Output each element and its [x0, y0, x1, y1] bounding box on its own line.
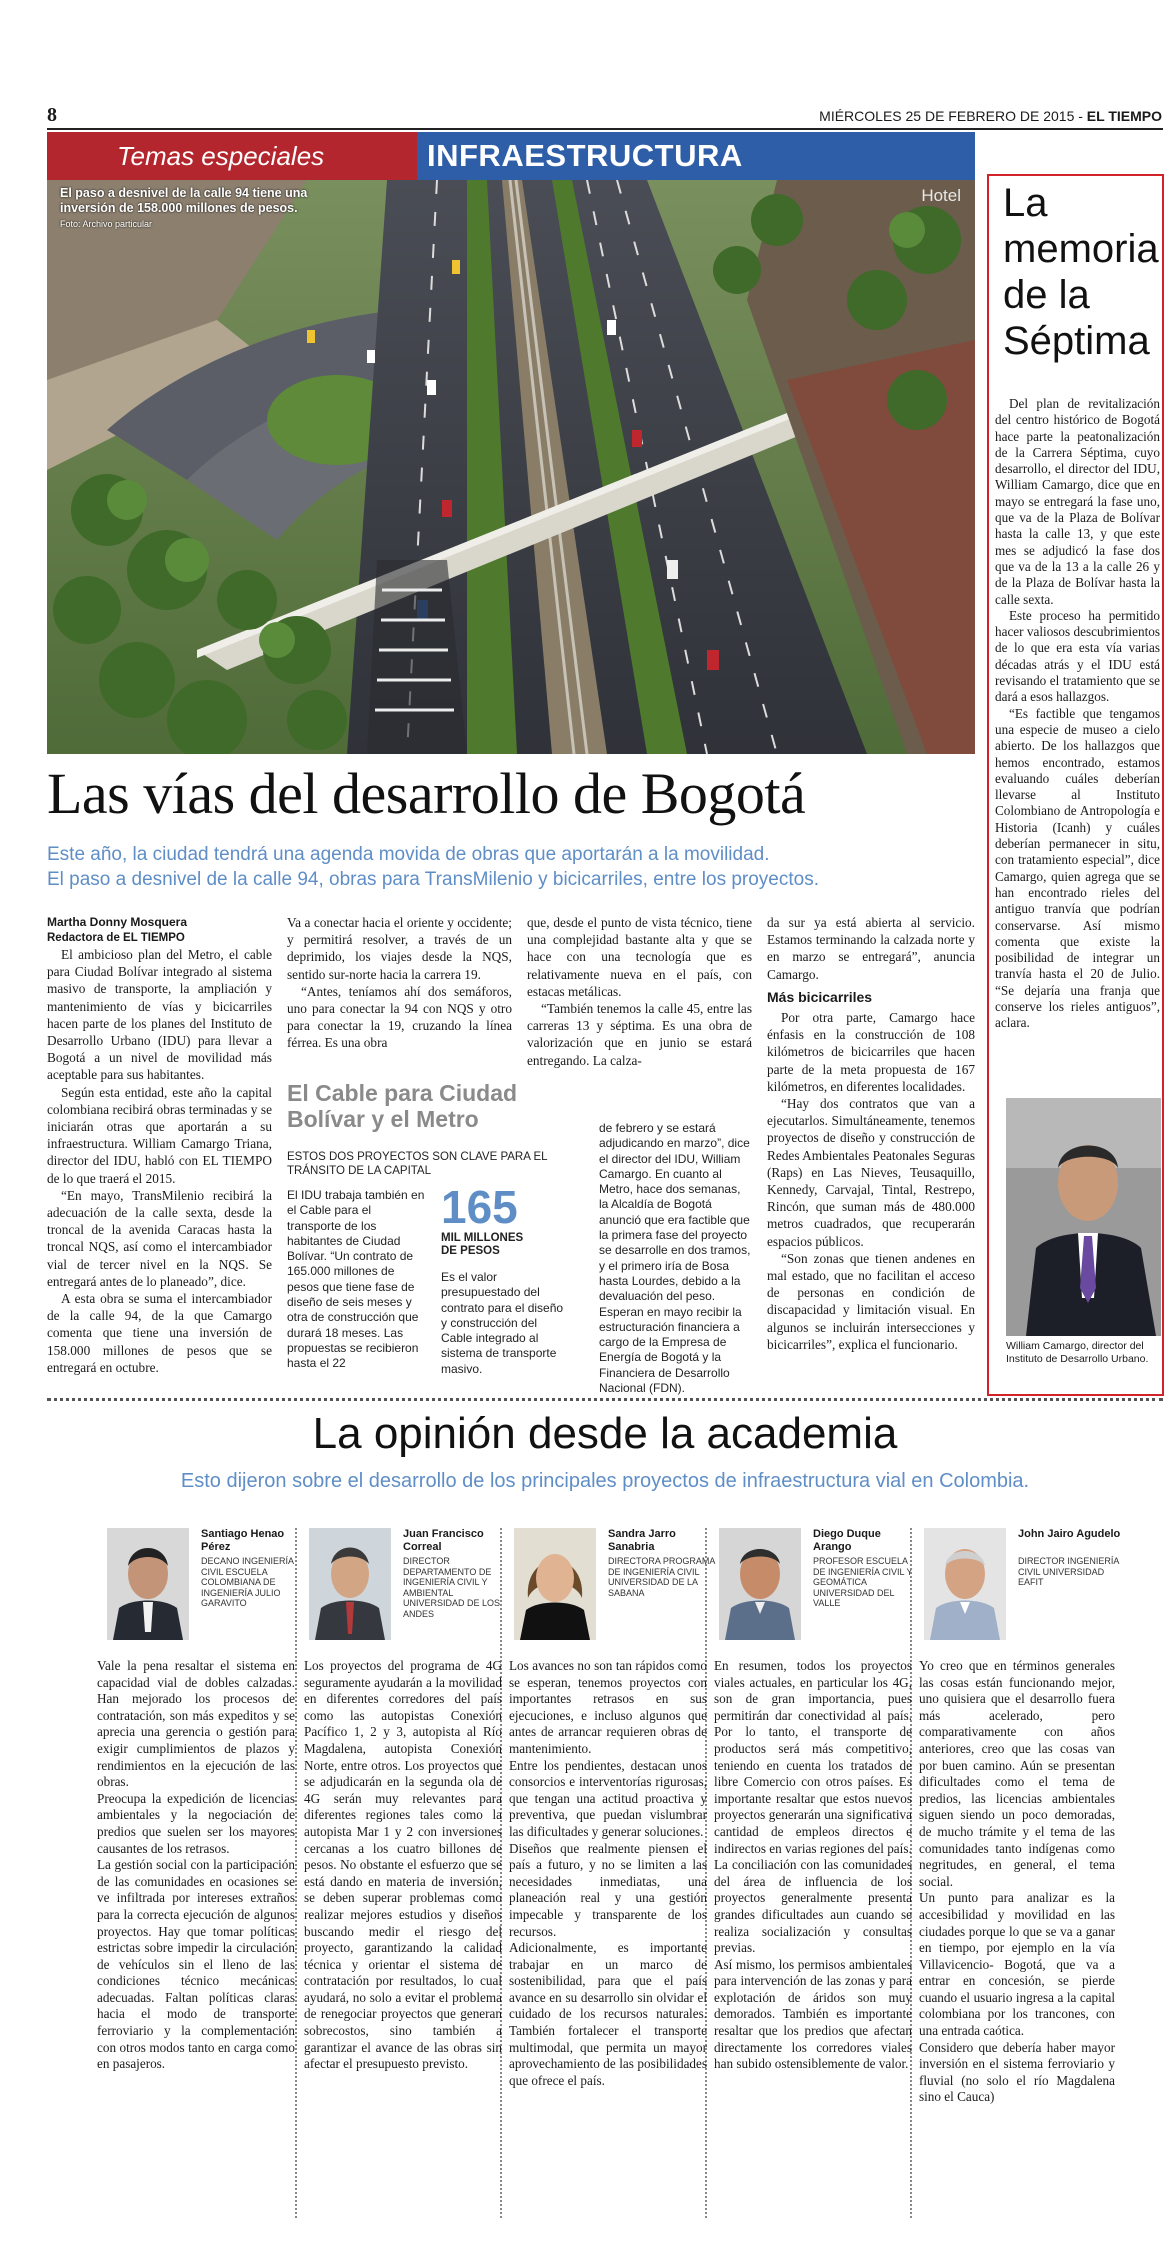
expert-photo [107, 1528, 189, 1640]
paragraph: El ambicioso plan del Metro, el cable para Ciudad Bolívar integrado al sistema masivo de transporte, la ampliación y mantenimiento de vías y bicicarriles hacen parte de los planes del Instituto de Desarrollo Urbano (IDU) para llevar a Bogotá a un nivel de movilidad más aceptable para sus habitantes. [47, 947, 272, 1083]
section-separator [47, 1398, 1163, 1401]
article-column-2 [287, 914, 512, 1052]
big-number: 165 [441, 1181, 518, 1233]
subhead: Más bicicarriles [767, 988, 873, 1005]
paragraph: “También tenemos la calle 45, entre las carreras 13 y séptima. Es una obra de valorización que en junio se estará entregando. La calza- [527, 1001, 752, 1068]
expert-opinion [304, 1658, 502, 2073]
expert-name: Santiago Henao Pérez [201, 1528, 285, 1553]
paragraph: Un punto para analizar es la accesibilidad y movilidad en las ciudades porque lo que se va a ganar en tiempo, por ejemplo en la vía Villavicencio- Bogotá, que va a entrar en concesión, se pierde cuando el usuario ingresa a la capital colombiana por los trancones, con una entrada caótica. [919, 1890, 1115, 2039]
cable-box-text-left: El IDU trabaja también en el Cable para el transporte de los habitantes de Ciudad Bolívar. “Un contrato de 165.000 millones de pesos que tiene fase de diseño de seis meses y otra de construcción que durará 18 meses. Las propuestas se recibieron hasta el 22 [287, 1188, 425, 1371]
overpass-rendering [47, 180, 975, 754]
paragraph: “Es factible que tengamos una especie de museo a cielo abierto. De los hallazgos que hemos encontrado, estamos evaluando cuáles deberían llevarse al Instituto Colombiano de Antropología e Historia (Icanh) y cuáles deberían permanecer in situ, con tratamiento especial”, dice Camargo, quien agrega que se han encontrado rieles del antiguo tranvía que podrían conservarse. Así mismo comenta que existe la posibilidad de integrar un tranvía hasta el 20 de Julio. “Se dejaría una franja que conserve los rieles antiguos”, aclara. [995, 705, 1160, 1031]
photo-credit: Foto: Archivo particular [60, 219, 153, 229]
article-headline: Las vías del desarrollo de Bogotá [47, 761, 806, 826]
sidebar-title [1003, 180, 1163, 364]
expert-profile [924, 1528, 1126, 1643]
sidebar-title-line: memoria [1003, 227, 1159, 271]
expert-name: Sandra Jarro Sanabria [608, 1528, 676, 1553]
expert-photo [309, 1528, 391, 1640]
top-rule [47, 128, 1163, 130]
paragraph: En resumen, todos los proyectos viales actuales, en particular los 4G, son de gran importancia, pues permitirán dar conectividad al país. Por lo tanto, el transporte de productos será más competitivo, teniendo en cuenta los tratados de libre Comercio con otros países. Es importante resaltar que estos nuevos proyectos generarán una significativa cantidad de empleos directos e indirectos en varias regiones del país. [714, 1658, 912, 1856]
paragraph: Así mismo, los permisos ambientales para intervención de las zonas y para explotación de áridos son muy demorados. También es importante resaltar que los predios que afectan directamente los corredores viales han subido ostensiblemente de valor. [714, 1956, 912, 2072]
paragraph: Este proceso ha permitido hacer valiosos descubrimientos de lo que era esta vía varias décadas atrás y el IDU está revisando el tratamiento que se dará a esos hallazgos. [995, 607, 1160, 705]
cable-box-text-right: de febrero y se estará adjudicando en marzo”, dice el director del IDU, William Camargo. En cuanto al Metro, hace dos semanas, la Alcaldía de Bogotá anunció que era factible que la primera fase del proyecto se desarrolle en dos tramos, y el primero iría de Bosa hasta Lourdes, debido a la devaluación del peso. Esperan en mayo recibir la estructuración financiera a cargo de la Empresa de Energía de Bogotá y la Financiera de Desarrollo Nacional (FDN). [599, 1121, 751, 1396]
sidebar-title-line: La [1003, 181, 1048, 225]
portrait-caption: William Camargo, director del Instituto de Desarrollo Urbano. [1006, 1340, 1149, 1365]
expert-opinion [919, 1658, 1115, 2106]
expert-profile [514, 1528, 716, 1643]
sidebar-text [995, 396, 1160, 1032]
section-label: Temas especiales [117, 141, 325, 171]
hero-caption-text: El paso a desnivel de la calle 94 tiene una inversión de 158.000 millones de pesos. [60, 186, 308, 215]
paragraph: Va a conectar hacia el oriente y occidente; y permitirá resolver, a través de un deprimido, los viajes desde la NQS, sentido sur-norte hacia la carrera 19. [287, 915, 512, 982]
section-banner [47, 132, 417, 180]
big-number-label: MIL MILLONES DE PESOS [441, 1232, 524, 1257]
paragraph: Diseños que realmente piensen el país a futuro, y no se limiten a las necesidades inmediatas, una planeación real y una gestión impecable y transparente de los recursos. [509, 1840, 707, 1939]
author-role: Redactora de EL TIEMPO [47, 932, 185, 944]
paragraph: La gestión social con la participación de las comunidades en ocasiones se ve infiltrada por intereses extraños para la correcta ejecución de algunos proyectos. Hay que tomar políticas estrictas sobre impedir la circulación de vehículos sin el lleno de las condiciones técnico mecánicas adecuadas. Faltan políticas claras hacia el modo de transporte ferroviario y la complementación con otros modos tanto en carga como en pasajeros. [97, 1857, 295, 2072]
paragraph: Por otra parte, Camargo hace énfasis en la construcción de 108 kilómetros de bicicarriles que hacen parte de la meta propuesta de 167 kilómetros, en diferentes localidades. [767, 1010, 975, 1094]
sidebar-title-line: Séptima [1003, 319, 1150, 363]
expert-photo [719, 1528, 801, 1640]
expert-role: DECANO INGENIERÍA CIVIL ESCUELA COLOMBIANA DE INGENIERÍA JULIO GARAVITO [201, 1556, 294, 1608]
date: MIÉRCOLES 25 DE FEBRERO DE 2015 - [819, 108, 1087, 124]
expert-role: PROFESOR ESCUELA DE INGENIERÍA CIVIL Y GEOMÁTICA UNIVERSIDAD DEL VALLE [813, 1556, 913, 1608]
cable-box-title: El Cable para Ciudad Bolívar y el Metro [287, 1080, 518, 1132]
hero-caption [60, 186, 320, 232]
expert-photo [924, 1528, 1006, 1640]
cable-box-subtitle: ESTOS DOS PROYECTOS SON CLAVE PARA EL TRÁNSITO DE LA CAPITAL [287, 1151, 548, 1177]
hotel-sign: Hotel [921, 186, 961, 205]
paragraph: “Hay dos contratos que van a ejecutarlos. Simultáneamente, tenemos proyectos de diseño y construcción de Redes Ambientales Peatonales Seguras (Raps) en Las Nieves, Teusaquillo, Kennedy, Carvajal, Tintal, Restrepo, Rincón, que suman más de 480.000 metros cuadrados, que recuperarán espacios públicos. [767, 1096, 975, 1249]
expert-role: DIRECTORA PROGRAMA DE INGENIERÍA CIVIL UNIVERSIDAD DE LA SABANA [608, 1556, 715, 1598]
paragraph: “En mayo, TransMilenio recibirá la adecuación de la calle sexta, desde la troncal de la avenida Caracas hasta la troncal NQS, así como el intercambiador vial de tercer nivel en la NQS. Se entregará antes de lo planeado”, dice. [47, 1187, 272, 1289]
paragraph: Entre los pendientes, destacan unos consorcios e interventorías rigurosas, que tengan una actitud proactiva y preventiva, que puedan vislumbrar las dificultades y generar soluciones. [509, 1757, 707, 1839]
academia-deck: Esto dijeron sobre el desarrollo de los principales proyectos de infraestructura vial en Colombia. [180, 1470, 1030, 1492]
column-divider [295, 1528, 297, 2218]
deck-line-2: El paso a desnivel de la calle 94, obras para TransMilenio y bicicarriles, entre los proyectos. [47, 869, 819, 890]
expert-opinion [97, 1658, 295, 2073]
newspaper-name: EL TIEMPO [1086, 108, 1162, 124]
paragraph: Según esta entidad, este año la capital colombiana recibirá obras terminadas y se iniciarán otras que aportarán a su infraestructura. William Camargo Triana, director del IDU, habló con EL TIEMPO de lo que traerá el 2015. [47, 1084, 272, 1186]
academia-title: La opinión desde la academia [312, 1409, 898, 1458]
paragraph: A esta obra se suma el intercambiador de la calle 94, de la que Camargo comenta que tiene una inversión de 158.000 millones de pesos que se entregará en octubre. [47, 1291, 272, 1375]
portrait-illustration [1006, 1098, 1161, 1336]
article-column-1 [47, 914, 272, 1376]
paragraph: Preocupa la expedición de licencias ambientales y la negociación de predios que suelen ser los mayores causantes de los retrasos. [97, 1790, 295, 1856]
deck-line-1: Este año, la ciudad tendrá una agenda movida de obras que aportarán a la movilidad. [47, 844, 770, 865]
paragraph: da sur ya está abierta al servicio. Estamos terminando la calzada norte y en marzo se entregará”, anuncia Camargo. [767, 915, 975, 982]
paragraph: La conciliación con las comunidades del área de influencia de los proyectos generalmente presenta grandes dificultades aun cuando se realiza socialización y consultas previas. [714, 1857, 912, 1956]
expert-name: Diego Duque Arango [813, 1528, 881, 1553]
expert-profile [719, 1528, 921, 1643]
big-number-description: Es el valor presupuestado del contrato para el diseño y construcción del Cable integrado al sistema de transporte masivo. [441, 1270, 564, 1376]
paragraph: Adicionalmente, es importante trabajar en un marco de sostenibilidad, para que el país avance en su desarrollo sin olvidar el cuidado de los recursos naturales. También fortalecer el transporte multimodal, que permita un mayor aprovechamiento de las posibilidades que ofrece el país. [509, 1940, 707, 2088]
expert-photo [514, 1528, 596, 1640]
paragraph: Vale la pena resaltar el sistema en capacidad vial de dobles calzadas. Han mejorado los procesos de contratación, son más expeditos y se aprecia una gerencia o gestión para exigir cumplimientos de plazos y rendimientos en la ejecución de las obras. [97, 1658, 295, 1790]
author-name: Martha Donny Mosquera [47, 915, 188, 929]
topic-banner [417, 132, 975, 180]
article-column-4 [767, 914, 975, 1353]
dateline [819, 108, 1162, 124]
paragraph: “Son zonas que tienen andenes en mal estado, que no facilitan el acceso de personas en condición de discapacidad y limitación visual. En algunos se incluirán intersecciones y bicicarriles”, explica el funcionario. [767, 1250, 975, 1352]
expert-role: DIRECTOR INGENIERÍA CIVIL UNIVERSIDAD EAFIT [1018, 1556, 1119, 1587]
paragraph: Los avances no son tan rápidos como se esperan, tenemos proyectos con importantes retrasos en sus ejecuciones, e incluso algunos que antes de arrancar requieren obras de mantenimiento. [509, 1658, 707, 1756]
paragraph: Yo creo que en términos generales las cosas están funcionando mejor, uno quisiera que el desarrollo fuera más acelerado, pero comparativamente con años anteriores, creo que las cosas van por buen camino. Aún se presentan dificultades como el tema de predios, las licencias ambientales siguen siendo un poco demoradas, de mucho trámite y el tema de las comunidades tanto indígenas como negritudes, en general, el tema social. [919, 1658, 1115, 1889]
article-column-3 [527, 914, 752, 1069]
portrait-photo [1006, 1098, 1161, 1336]
expert-role: DIRECTOR DEPARTAMENTO DE INGENIERÍA CIVIL Y AMBIENTAL UNIVERSIDAD DE LOS ANDES [403, 1556, 501, 1619]
expert-profile [309, 1528, 511, 1643]
page-number: 8 [47, 104, 57, 126]
expert-name: John Jairo Agudelo [1018, 1528, 1121, 1540]
article-deck [47, 842, 977, 892]
sidebar-title-line: de la [1003, 273, 1090, 317]
paragraph: Del plan de revitalización del centro histórico de Bogotá hace parte la peatonalización de la Carrera Séptima, cuyo desarrollo, el director del IDU, William Camargo, dice que en mayo se entregará la fase uno, que va de la Plaza de Bolívar hasta la calle 13, y que este mes se adjudicó la fase dos que va de la 13 a la calle 26 y de la Plaza de Bolívar hasta la calle sexta. [995, 396, 1160, 607]
hero-illustration [47, 180, 975, 754]
paragraph: que, desde el punto de vista técnico, tiene una complejidad bastante alta y que se hace con una tecnología que es relativamente nueva en el país, con estacas metálicas. [527, 915, 752, 999]
topic-label: INFRAESTRUCTURA [427, 138, 743, 173]
paragraph: Los proyectos del programa de 4G seguramente ayudarán a la movilidad en diferentes corredores del país como las autopistas Conexión Pacífico 1, 2 y 3, autopista al Río Magdalena, autopista Conexión Norte, entre otros. Los proyectos que se adjudicarán en la segunda ola de 4G serán muy relevantes para diferentes regiones tales como la autopista Mar 1 y 2 con inversiones cercanas a los cuatro billones de pesos. No obstante el esfuerzo que se está dando en materia de inversión, se deben superar problemas como realizar mejores estudios y diseños buscando medir el riesgo del proyecto, garantizando la calidad técnica y orientar el sistema de contratación por resultados, lo cual ayudará, no solo a evitar el problema de renegociar proyectos que generan sobrecostos, sino también a garantizar el avance de las obras sin afectar el presupuesto previsto. [304, 1658, 502, 2072]
expert-profile [107, 1528, 309, 1643]
paragraph: “Antes, teníamos ahí dos semáforos, uno para conectar la 94 con NQS y otro para conectar la 19, cruzando la línea férrea. Es una obra [287, 983, 512, 1051]
expert-name: Juan Francisco Correal [403, 1528, 484, 1553]
expert-opinion [714, 1658, 912, 2073]
paragraph: Considero que debería haber mayor inversión en el sistema ferroviario y fluvial (no solo el río Magdalena sino el Cauca) [919, 2039, 1115, 2105]
expert-opinion [509, 1658, 707, 2089]
